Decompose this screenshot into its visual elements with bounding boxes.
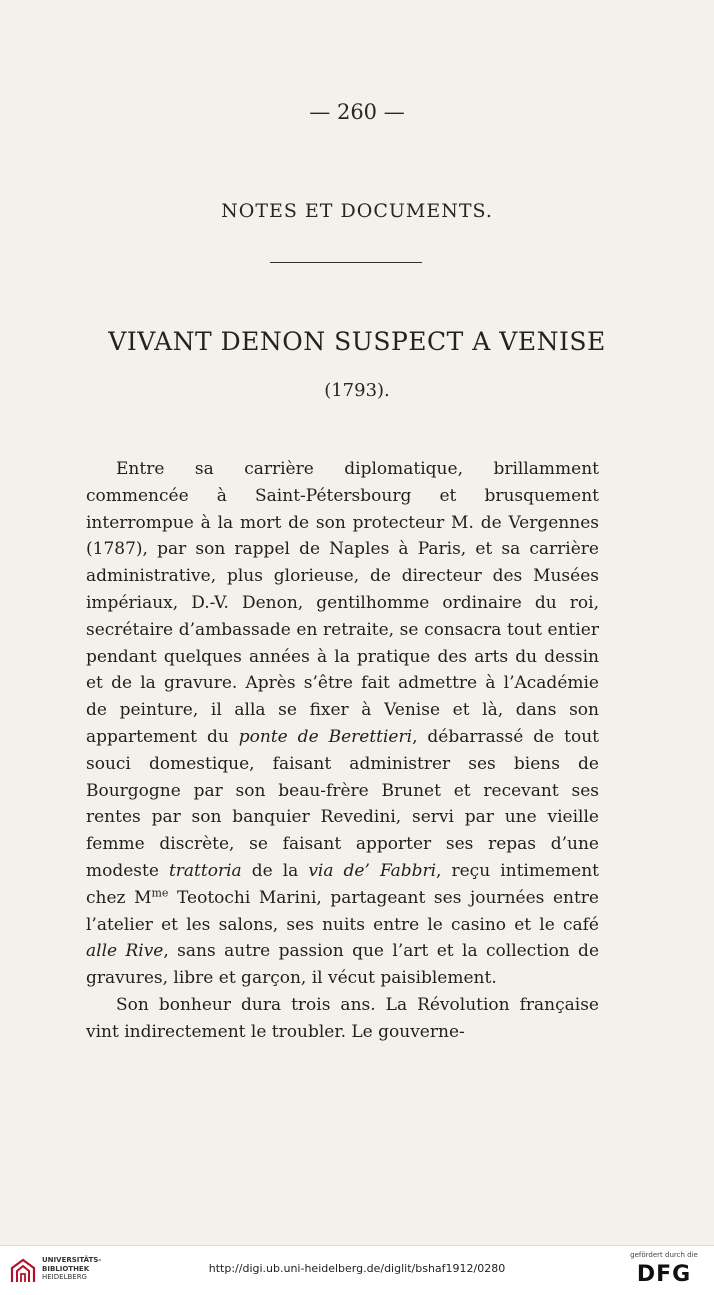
funder-logo[interactable]: [624, 1251, 704, 1287]
text-run: , sans autre passion que l’art et la collection de gravures, libre et garçon, il vécut paisiblement.: [86, 941, 600, 989]
library-name-line: HEIDELBERG: [42, 1273, 87, 1281]
superscript: me: [151, 886, 169, 900]
text-run: Entre sa carrière diplomatique, brillamment commencée à Saint-Pétersbourg et brusquement interrompue à la mort de son protecteur M. de Vergennes (1787), par son rappel de Naples à Paris, et sa carrière administrative, plus glorieuse, de directeur des Musées impériaux, D.-V. Denon, gentilhomme ordinaire du roi, secrétaire d’ambassade en retraite, se consacra tout entier pendant quelques années à la pratique des arts du dessin et de la gravure. Après s’être fait admettre à l’Académie de peinture, il alla se fixer à Venise et là, dans son appartement du: [86, 459, 599, 747]
italic-run: ponte de Berettieri: [238, 726, 413, 747]
title-divider: [270, 262, 422, 263]
italic-run: trattoria: [168, 860, 242, 881]
article-body: [86, 456, 599, 1046]
paragraph-1: [86, 456, 599, 992]
viewer-footer: [0, 1245, 714, 1295]
italic-run: via de’ Fabbri: [308, 860, 437, 881]
text-run: Teotochi Marini, partageant ses journées entre l’atelier et les salons, ses nuits entre le casino et le café: [86, 887, 599, 935]
permalink-url[interactable]: http://digi.ub.uni-heidelberg.de/diglit/bshaf1912/0280: [208, 1262, 506, 1275]
dfg-logo-text: DFG: [636, 1262, 692, 1287]
section-title: NOTES ET DOCUMENTS.: [221, 200, 493, 222]
text-run: de la: [241, 860, 309, 881]
paragraph-2: Son bonheur dura trois ans. La Révolution française vint indirectement le troubler. Le gouverne-: [86, 994, 599, 1042]
library-name-line: BIBLIOTHEK: [42, 1264, 90, 1273]
article-title: VIVANT DENON SUSPECT A VENISE: [108, 327, 606, 356]
article-date: (1793).: [324, 380, 390, 401]
text-run: , débarrassé de tout souci domestique, faisant administrer ses biens de Bourgogne par son beau-frère Brunet et recevant ses rentes par son banquier Revedini, servi par une vieille femme discrète, se faisant apporter ses repas d’une modeste: [86, 726, 599, 881]
page-number: — 260 —: [309, 100, 405, 124]
text-run: , reçu intimement chez M: [86, 860, 599, 908]
library-name-line: UNIVERSITÄTS-: [42, 1256, 102, 1264]
funded-by-label: gefördert durch die: [630, 1251, 698, 1259]
italic-run: alle Rive: [86, 941, 164, 962]
